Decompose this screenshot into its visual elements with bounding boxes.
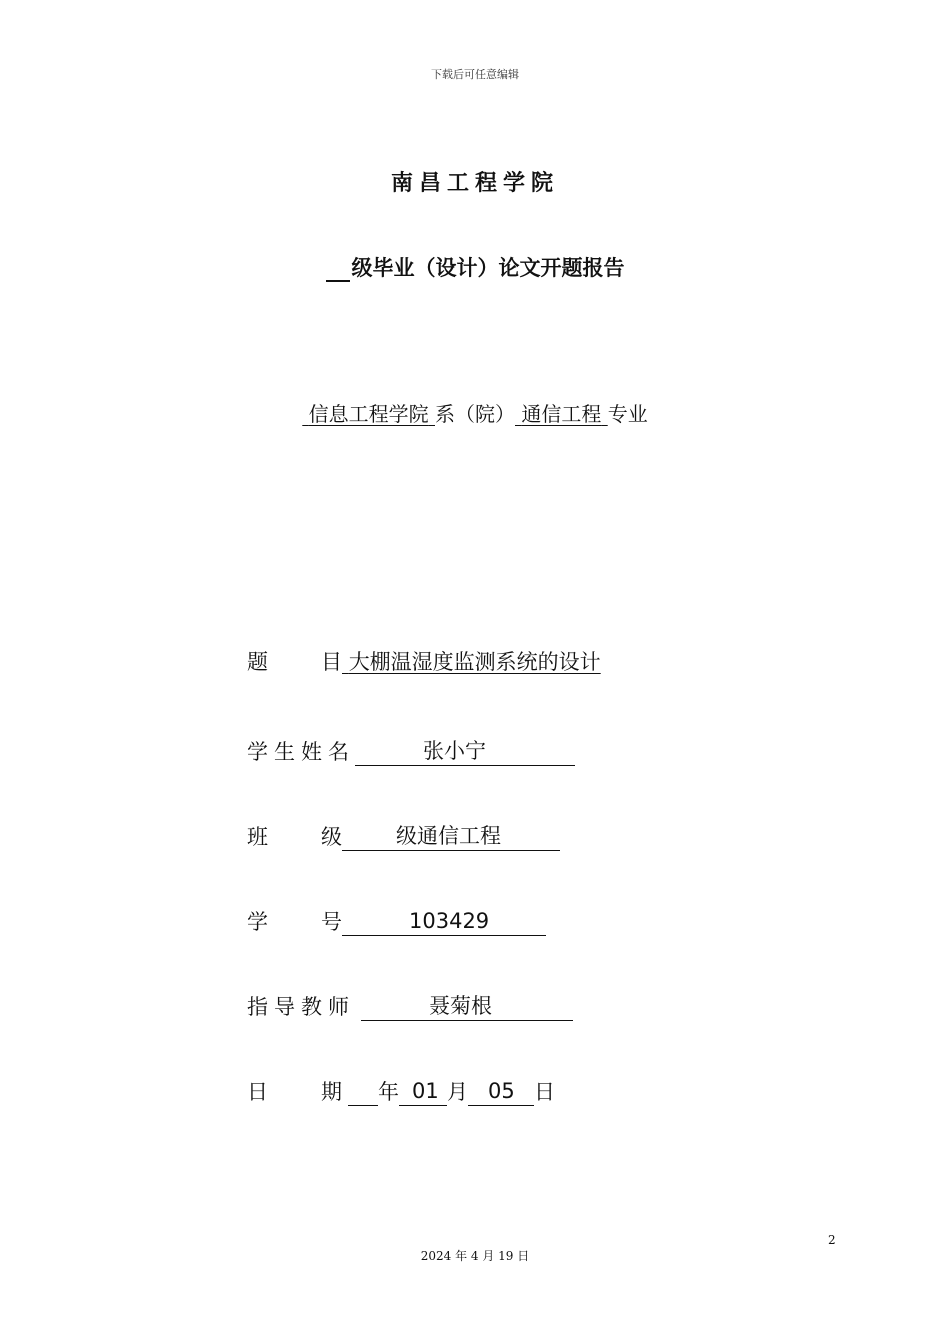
header-note: 下载后可任意编辑 [431, 68, 519, 81]
department-line [0, 398, 950, 427]
date-year-blank [348, 1079, 378, 1106]
student-name-field [247, 736, 575, 766]
date-label: 日 期 [247, 1080, 342, 1104]
report-title-text: 级毕业（设计）论文开题报告 [351, 256, 625, 280]
date-day-unit: 日 [534, 1080, 555, 1104]
advisor-label: 指导教师 [247, 995, 355, 1019]
date-month-unit: 月 [447, 1080, 468, 1104]
class-label: 班 级 [247, 825, 342, 849]
footer-date: 2024 年 4 月 19 日 [420, 1249, 530, 1263]
date-day: 05 [468, 1079, 534, 1106]
page-number: 2 [828, 1233, 836, 1247]
class-field [247, 821, 560, 851]
dept-suffix: 系（院） [435, 402, 515, 426]
student-name-label: 学生姓名 [247, 740, 355, 764]
advisor-field [247, 991, 573, 1021]
report-title [0, 252, 950, 282]
class-value: 级通信工程 [342, 824, 560, 851]
topic-label: 题 目 [247, 650, 342, 674]
college-name: 信息工程学院 [308, 402, 429, 426]
major-name: 通信工程 [521, 402, 602, 426]
student-id-field [247, 906, 546, 936]
student-name-value: 张小宁 [355, 739, 575, 766]
year-blank [326, 260, 350, 282]
advisor-value: 聂菊根 [361, 994, 573, 1021]
major-suffix: 专业 [607, 402, 648, 426]
student-id-label: 学 号 [247, 910, 342, 934]
date-month: 01 [399, 1079, 447, 1106]
topic-field [247, 646, 601, 676]
date-field [247, 1076, 555, 1106]
school-name: 南昌工程学院 [390, 171, 559, 196]
student-id-value: 103429 [342, 909, 546, 936]
topic-value: 大棚温湿度监测系统的设计 [348, 650, 601, 674]
date-year-unit: 年 [378, 1080, 399, 1104]
